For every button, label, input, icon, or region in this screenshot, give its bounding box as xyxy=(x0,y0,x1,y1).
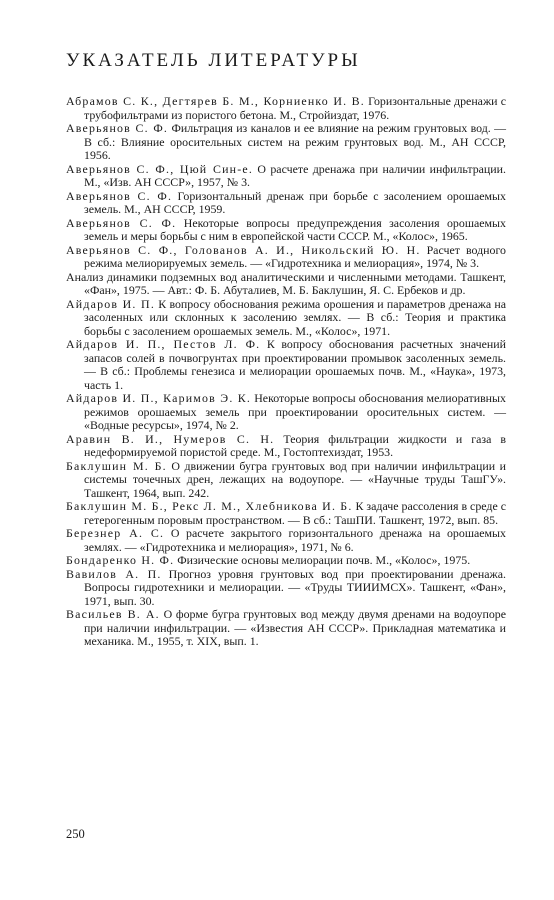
reference-entry xyxy=(66,433,506,460)
reference-authors: Бондаренко Н. Ф. xyxy=(66,553,175,567)
reference-authors: Аверьянов С. Ф. xyxy=(66,121,169,135)
reference-authors: Айдаров И. П., Каримов Э. К. xyxy=(66,391,252,405)
reference-text: Фильтрация из каналов и ее влияние на режим грунтовых вод. — В сб.: Влияние оросительных систем на режим грунтовых вод. М., АН СССР, 1956. xyxy=(84,121,507,162)
reference-entry xyxy=(66,163,506,190)
reference-authors: Айдаров И. П., Пестов Л. Ф. xyxy=(66,337,261,351)
reference-authors: Березнер А. С. xyxy=(66,526,165,540)
reference-entry xyxy=(66,122,506,163)
reference-authors: Баклушин М. Б. xyxy=(66,458,167,473)
reference-authors: Аравин В. И., Нумеров С. Н. xyxy=(66,431,275,446)
reference-entry xyxy=(66,460,506,501)
reference-authors: Вавилов А. П. xyxy=(66,566,162,581)
reference-text: Расчет водного режима мелиорируемых земель. — «Гидротехника и мелиорация», 1974, № 3. xyxy=(84,242,506,270)
page-title: УКАЗАТЕЛЬ ЛИТЕРАТУРЫ xyxy=(66,50,361,71)
reference-authors: Абрамов С. К., Дегтярев Б. М., Корниенко И. В. xyxy=(66,94,365,108)
reference-list xyxy=(66,95,506,649)
reference-text: Прогноз уровня грунтовых вод при проектировании дренажа. Вопросы гидротехники и мелиорации. — «Труды ТИИИМСХ». Ташкент, «Фан», 1971, вып. 30. xyxy=(84,566,506,608)
reference-entry xyxy=(66,608,506,649)
reference-entry xyxy=(66,527,506,554)
reference-authors: Васильев В. А. xyxy=(66,607,160,621)
reference-text: О движении бугра грунтовых вод при наличии инфильтрации и системы точечных дрен, лежащих на водоупоре. — «Научные труды ТашГУ». Ташкент, 1964, вып. 242. xyxy=(84,458,506,500)
reference-text: Анализ динамики подземных вод аналитическими и численными методами. Ташкент, «Фан», 1975. — Авт.: Ф. Б. Абуталиев, М. Б. Баклушин, Я. С. Ербеков и др. xyxy=(66,269,506,297)
reference-authors: Аверьянов С. Ф., Голованов А. И., Никольский Ю. Н. xyxy=(66,242,421,257)
reference-entry xyxy=(66,217,506,244)
reference-authors: Айдаров И. П. xyxy=(66,296,156,311)
reference-entry xyxy=(66,392,506,433)
reference-entry xyxy=(66,190,506,217)
reference-text: К вопросу обоснования режима орошения и параметров дренажа на засоленных или склонных к засолению землях. — В сб.: Теория и практика борьбы с засолением орошаемых земель. М., «Колос», 1971. xyxy=(84,296,506,338)
reference-authors: Аверьянов С. Ф. xyxy=(66,215,177,230)
reference-text: О форме бугра грунтовых вод между двумя дренами на водоупоре при наличии инфильтрации. — «Известия АН СССР». Прикладная математика и механика. М., 1955, т. XIX, вып. 1. xyxy=(84,607,507,648)
reference-authors: Баклушин М. Б., Рекс Л. М., Хлебникова И. Б. xyxy=(66,499,353,513)
reference-text: Горизонтальные дренажи с трубофильтрами из пористого бетона. М., Стройиздат, 1976. xyxy=(84,94,506,122)
reference-text: Физические основы мелиорации почв. М., «Колос», 1975. xyxy=(174,553,471,567)
reference-entry xyxy=(66,554,506,568)
reference-text: О расчете дренажа при наличии инфильтрации. М., «Изв. АН СССР», 1957, № 3. xyxy=(84,161,506,189)
reference-text: К вопросу обоснования расчетных значений запасов солей в почвогрунтах при проектировании промывок засоленных земель. — В сб.: Проблемы генезиса и мелиорации орошаемых почв. М., «Наука», 1973, часть 1. xyxy=(84,337,506,392)
page-number: 250 xyxy=(66,827,85,841)
reference-entry xyxy=(66,271,506,298)
reference-authors: Аверьянов С. Ф., Цюй Син-е. xyxy=(66,161,254,176)
reference-entry xyxy=(66,95,506,122)
reference-text: Горизонтальный дренаж при борьбе с засолением орошаемых земель. М., АН СССР, 1959. xyxy=(84,188,506,216)
reference-entry xyxy=(66,568,506,609)
reference-text: Некоторые вопросы обоснования мелиоративных режимов орошаемых земель при проектировании оросительных систем. — «Водные ресурсы», 1974, № 2. xyxy=(84,391,506,432)
reference-text: О расчете закрытого горизонтального дренажа на орошаемых землях. — «Гидротехника и мелиорация», 1971, № 6. xyxy=(84,526,506,554)
reference-text: К задаче рассоления в среде с гетерогенным поровым пространством. — В сб.: ТашПИ. Ташкент, 1972, вып. 85. xyxy=(84,499,506,527)
reference-entry xyxy=(66,244,506,271)
reference-authors: Аверьянов С. Ф. xyxy=(66,188,173,203)
reference-text: Теория фильтрации жидкости и газа в недеформируемой пористой среде. М., Гостоптехиздат, 1953. xyxy=(84,431,507,459)
reference-entry xyxy=(66,338,506,392)
reference-text: Некоторые вопросы предупреждения засоления орошаемых земель и меры борьбы с ним в европейской части СССР. М., «Колос», 1965. xyxy=(84,215,506,243)
reference-entry xyxy=(66,298,506,339)
reference-entry xyxy=(66,500,506,527)
